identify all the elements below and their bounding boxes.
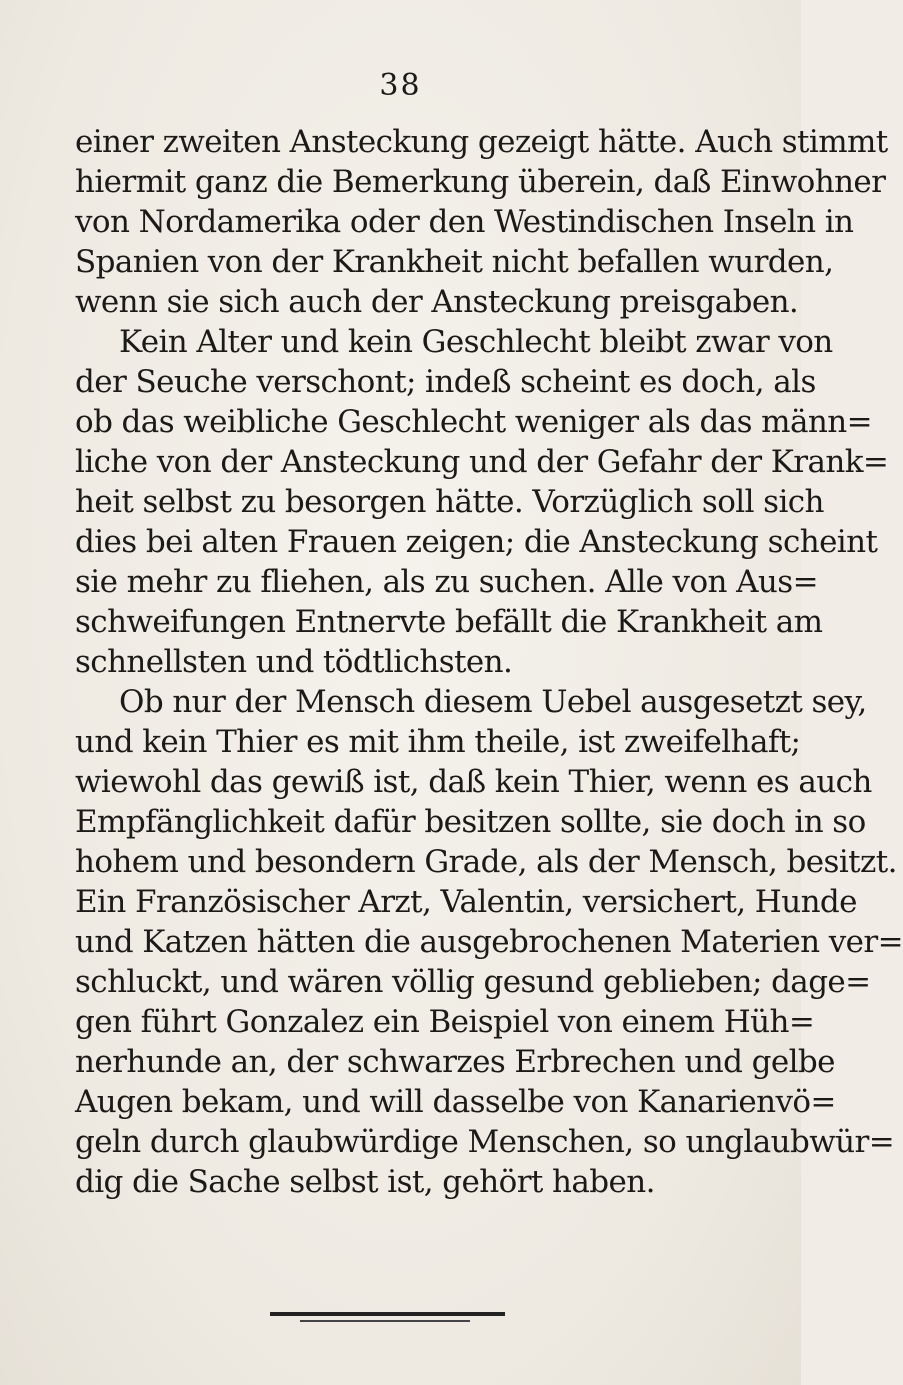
text-line: und kein Thier es mit ihm theile, ist zweifelhaft; [75, 724, 801, 760]
text-line: liche von der Ansteckung und der Gefahr der Krank= [75, 444, 889, 480]
text-line: Empfänglichkeit dafür besitzen sollte, sie doch in so [75, 804, 866, 840]
text-line: ob das weibliche Geschlecht weniger als das männ= [75, 404, 872, 440]
divider-rule [270, 1312, 505, 1316]
divider-rule-thin [300, 1320, 470, 1322]
text-line: und Katzen hätten die ausgebrochenen Materien ver= [75, 924, 903, 960]
text-line: einer zweiten Ansteckung gezeigt hätte. Auch stimmt [75, 124, 888, 160]
text-line: schweifungen Entnervte befällt die Krankheit am [75, 604, 823, 640]
text-line: sie mehr zu fliehen, als zu suchen. Alle von Aus= [75, 564, 818, 600]
text-line: Ob nur der Mensch diesem Uebel ausgesetzt sey, [119, 684, 867, 720]
text-line: dig die Sache selbst ist, gehört haben. [75, 1164, 655, 1200]
text-line: Ein Französischer Arzt, Valentin, versichert, Hunde [75, 884, 857, 920]
text-line: nerhunde an, der schwarzes Erbrechen und gelbe [75, 1044, 835, 1080]
text-line: hiermit ganz die Bemerkung überein, daß Einwohner [75, 164, 886, 200]
body-text [75, 122, 903, 1202]
text-line: geln durch glaubwürdige Menschen, so unglaubwür= [75, 1124, 895, 1160]
text-line: heit selbst zu besorgen hätte. Vorzüglich soll sich [75, 484, 824, 520]
text-line: gen führt Gonzalez ein Beispiel von einem Hüh= [75, 1004, 815, 1040]
text-line: wiewohl das gewiß ist, daß kein Thier, wenn es auch [75, 764, 872, 800]
text-line: dies bei alten Frauen zeigen; die Ansteckung scheint [75, 524, 878, 560]
page-number: 38 [379, 68, 422, 103]
text-line: Kein Alter und kein Geschlecht bleibt zwar von [119, 324, 833, 360]
text-line: Augen bekam, und will dasselbe von Kanarienvö= [75, 1084, 836, 1120]
text-line: schnellsten und tödtlichsten. [75, 644, 513, 680]
text-line: wenn sie sich auch der Ansteckung preisgaben. [75, 284, 799, 320]
text-line: von Nordamerika oder den Westindischen Inseln in [75, 204, 854, 240]
text-line: Spanien von der Krankheit nicht befallen wurden, [75, 244, 834, 280]
text-line: hohem und besondern Grade, als der Mensch, besitzt. [75, 844, 897, 880]
text-line: der Seuche verschont; indeß scheint es doch, als [75, 364, 816, 400]
text-line: schluckt, und wären völlig gesund geblieben; dage= [75, 964, 871, 1000]
